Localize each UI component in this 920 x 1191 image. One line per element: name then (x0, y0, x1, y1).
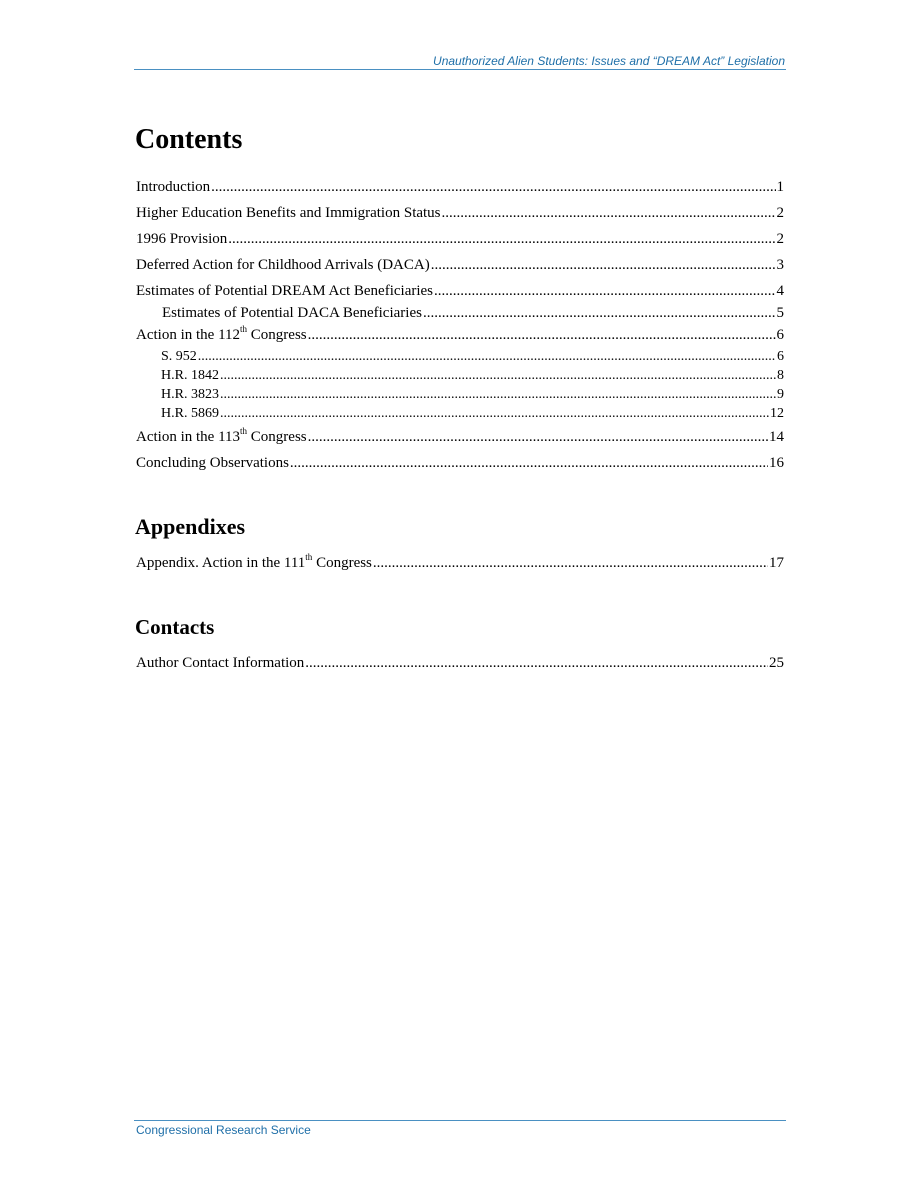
toc-entry-title: H.R. 5869 (161, 406, 219, 421)
toc-entry-concluding-observations[interactable] (136, 454, 784, 472)
running-header: Unauthorized Alien Students: Issues and “DREAM Act” Legislation (433, 54, 785, 68)
footer-org: Congressional Research Service (136, 1123, 311, 1137)
toc-entry-page: 14 (769, 429, 784, 445)
toc-entry-hr-1842[interactable] (161, 368, 784, 384)
toc-entry-title: Estimates of Potential DREAM Act Beneficiaries (136, 283, 434, 299)
header-rule (134, 69, 786, 70)
toc-entry-appendix-111th-congress[interactable] (136, 554, 784, 572)
toc-entry-higher-education-benefits[interactable] (136, 204, 784, 222)
toc-entry-page: 6 (776, 327, 784, 343)
contacts-heading: Contacts (135, 615, 215, 639)
toc-entry-s-952[interactable] (161, 349, 784, 365)
toc-entry-title: Concluding Observations (136, 455, 289, 471)
contents-heading: Contents (135, 124, 243, 155)
toc-entry-page: 9 (777, 387, 784, 402)
toc-entry-title: Deferred Action for Childhood Arrivals (DACA) (136, 257, 430, 273)
toc-entry-title: Appendix. Action in the 111th Congress (136, 552, 372, 571)
toc-entry-introduction[interactable] (136, 178, 784, 196)
toc-entry-1996-provision[interactable] (136, 230, 784, 248)
toc-entry-page: 6 (777, 349, 784, 364)
toc-entry-page: 2 (776, 205, 784, 221)
toc-entry-page: 16 (769, 455, 784, 471)
toc-entry-page: 5 (776, 305, 784, 321)
toc-entry-title: Higher Education Benefits and Immigration Status (136, 205, 441, 221)
toc-entry-title: Action in the 112th Congress (136, 324, 307, 343)
toc-entry-title: 1996 Provision (136, 231, 228, 247)
toc-entry-page: 4 (776, 283, 784, 299)
toc-entry-page: 8 (777, 368, 784, 383)
toc-entry-title: S. 952 (161, 349, 197, 364)
toc-entry-title: H.R. 3823 (161, 387, 219, 402)
toc-entry-page: 1 (776, 179, 784, 195)
toc-entry-hr-3823[interactable] (161, 387, 784, 403)
footer-rule (134, 1120, 786, 1121)
toc-entry-page: 3 (776, 257, 784, 273)
toc-entry-daca[interactable] (136, 256, 784, 274)
toc-entry-hr-5869[interactable] (161, 406, 784, 422)
toc-entry-page: 17 (769, 555, 784, 571)
toc-entry-112th-congress[interactable] (136, 326, 784, 344)
toc-entry-page: 12 (770, 406, 784, 421)
toc-entry-dream-estimates[interactable] (136, 282, 784, 300)
appendixes-heading: Appendixes (135, 514, 246, 539)
toc-entry-title: Estimates of Potential DACA Beneficiaries (162, 305, 422, 321)
toc-entry-page: 25 (769, 655, 784, 671)
toc-entry-daca-estimates[interactable] (162, 304, 784, 322)
toc-entry-author-contact-information[interactable] (136, 654, 784, 672)
toc-entry-title: H.R. 1842 (161, 368, 219, 383)
toc-entry-113th-congress[interactable] (136, 428, 784, 446)
toc-entry-title: Introduction (136, 179, 211, 195)
toc-entry-title: Author Contact Information (136, 655, 305, 671)
toc-entry-title: Action in the 113th Congress (136, 426, 307, 445)
toc-entry-page: 2 (776, 231, 784, 247)
